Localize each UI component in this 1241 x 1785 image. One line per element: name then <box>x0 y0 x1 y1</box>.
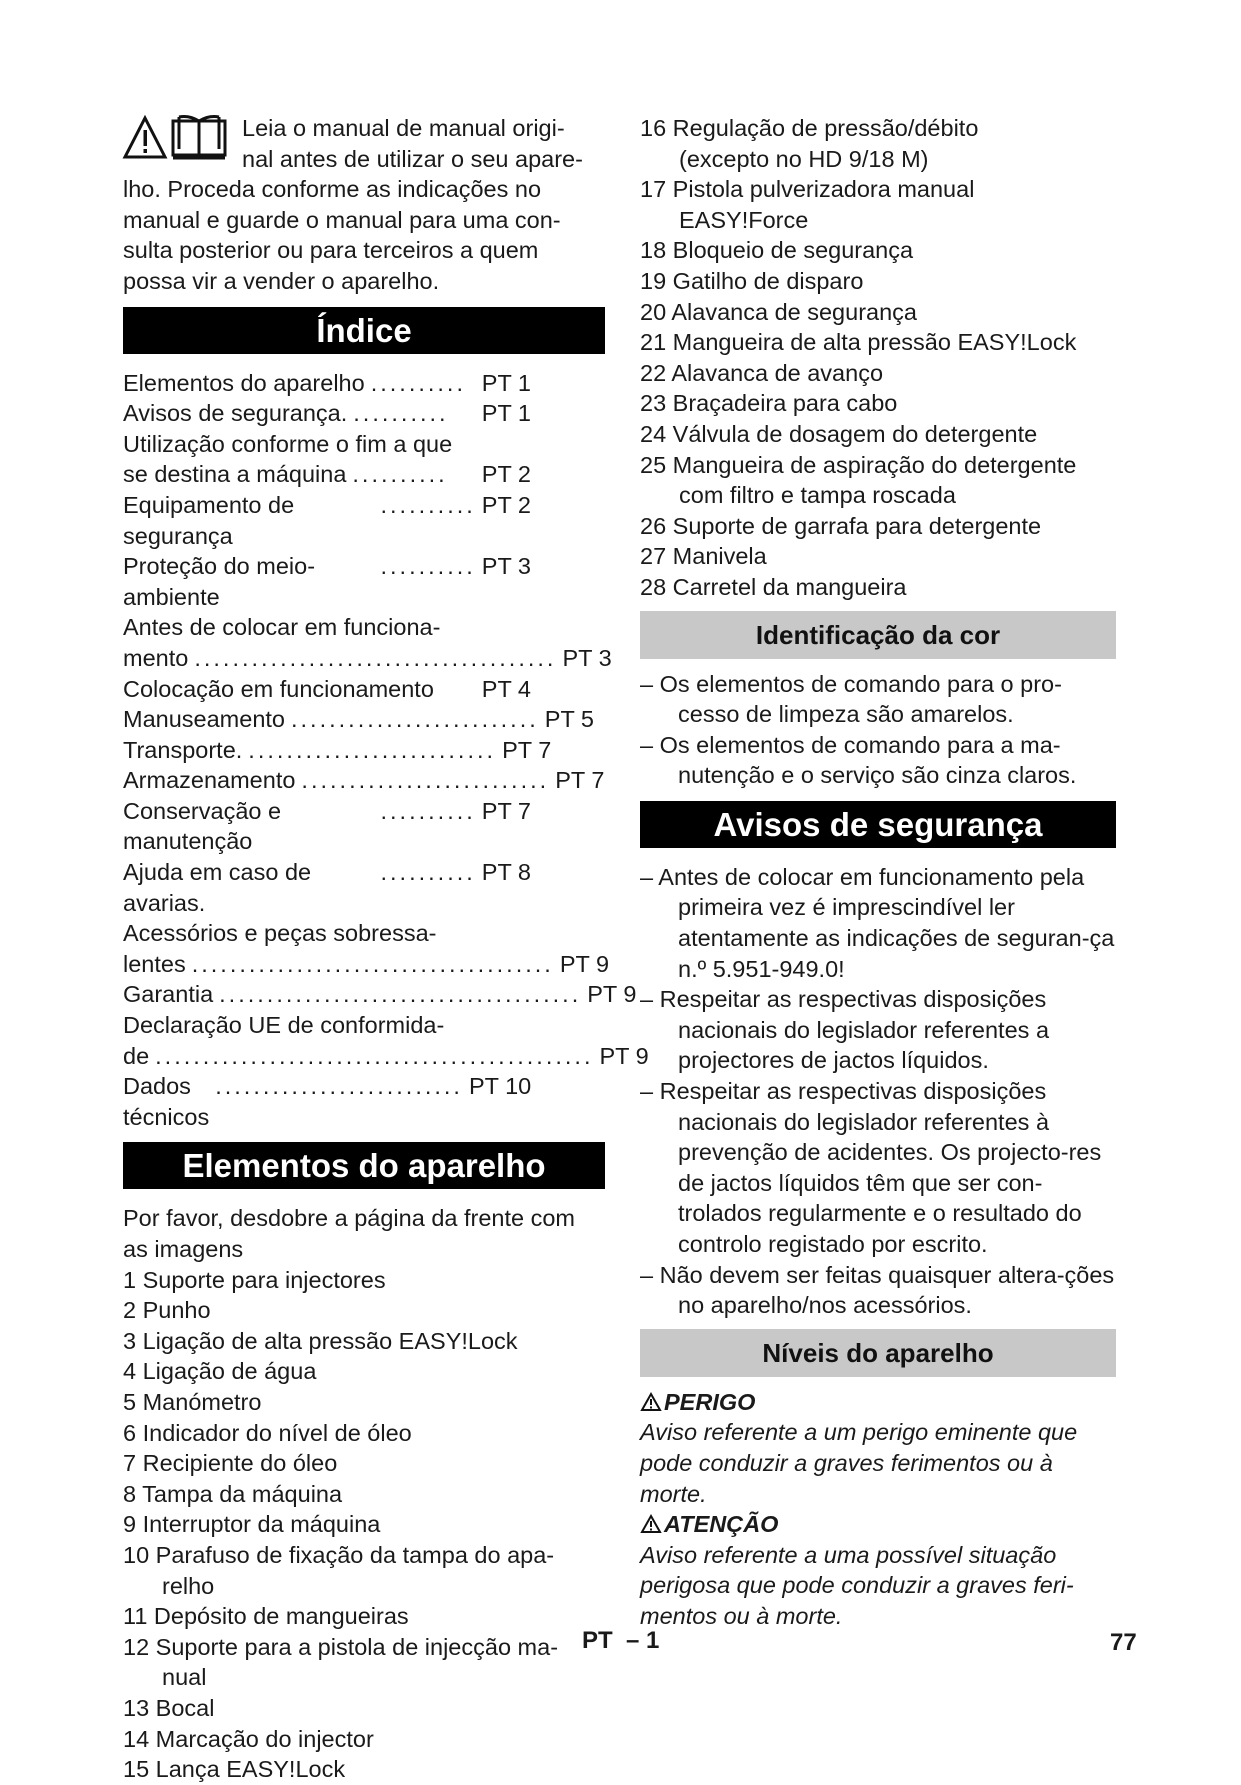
toc-item[interactable]: lentes ...................................... PT 9 <box>123 950 610 977</box>
toc-item[interactable]: de .............................................. PT 9 <box>123 1042 649 1069</box>
list-item: 4 Ligação de água <box>123 1358 317 1385</box>
table-of-contents <box>123 368 649 1133</box>
cor-heading: Identificação da cor <box>640 611 1116 659</box>
open-book-icon <box>173 117 225 159</box>
warning-triangle-icon <box>640 1392 662 1412</box>
toc-item[interactable]: Ajuda em caso de avarias. .......... PT 8 <box>123 859 531 916</box>
atencao-text: Aviso referente a uma possível situação perigosa que pode conduzir a graves feri-mentos ou à morte. <box>640 1541 1074 1629</box>
toc-item-line1: Utilização conforme o fim a que <box>123 430 453 457</box>
list-item: 14 Marcação do injector <box>123 1725 374 1752</box>
elementos-heading: Elementos do aparelho <box>123 1142 605 1189</box>
right-column <box>640 113 1116 1632</box>
list-item: – Não devem ser feitas quaisquer altera-ções no aparelho/nos acessórios. <box>640 1261 1115 1319</box>
toc-item[interactable]: Proteção do meio-ambiente .......... PT 3 <box>123 553 531 610</box>
toc-item[interactable]: se destina a máquina .......... PT 2 <box>123 461 531 488</box>
list-item: 26 Suporte de garrafa para detergente <box>640 512 1042 539</box>
warning-and-manual-icon <box>123 115 235 161</box>
list-item: 16 Regulação de pressão/débito (excepto no HD 9/18 M) <box>640 115 979 172</box>
list-item: 7 Recipiente do óleo <box>123 1450 338 1477</box>
toc-item[interactable]: Dados técnicos .......................... PT 10 <box>123 1073 532 1130</box>
list-item: 1 Suporte para injectores <box>123 1266 386 1293</box>
toc-item[interactable]: Garantia ...................................... PT 9 <box>123 981 637 1008</box>
warning-triangle-icon <box>640 1514 662 1534</box>
niveis-heading: Níveis do aparelho <box>640 1329 1116 1377</box>
list-item: 13 Bocal <box>123 1694 215 1721</box>
toc-item[interactable]: Elementos do aparelho .......... PT 1 <box>123 369 531 396</box>
perigo-title: PERIGO <box>640 1387 1116 1418</box>
list-item: 21 Mangueira de alta pressão EASY!Lock <box>640 329 1077 356</box>
perigo-text: Aviso referente a um perigo eminente que pode conduzir a graves ferimentos ou à morte. <box>640 1419 1078 1507</box>
elementos-intro: Por favor, desdobre a página da frente com as imagens <box>123 1205 576 1262</box>
page-number: 77 <box>1110 1629 1137 1656</box>
elementos-list <box>123 1265 605 1785</box>
list-item: 8 Tampa da máquina <box>123 1480 343 1507</box>
list-item: 18 Bloqueio de segurança <box>640 237 914 264</box>
list-item: 2 Punho <box>123 1297 211 1324</box>
atencao-title: ATENÇÃO <box>640 1509 1116 1540</box>
elementos-list-continued <box>640 113 1116 603</box>
toc-item[interactable]: Conservação e manutenção .......... PT 7 <box>123 797 531 855</box>
list-item: 12 Suporte para a pistola de injecção ma-nual <box>123 1633 559 1691</box>
list-item: 15 Lança EASY!Lock <box>123 1756 346 1783</box>
list-item: 17 Pistola pulverizadora manual EASY!Force <box>640 176 975 233</box>
list-item: – Respeitar as respectivas disposições nacionais do legislador referentes à prevenção de acidentes. Os projecto-res de jactos líquidos têm que ser con-trolados regularmente e o resultado do controlo registado por escrito. <box>640 1078 1102 1257</box>
page-footer-label: PT – 1 <box>582 1627 660 1654</box>
list-item: – Os elementos de comando para o pro-cesso de limpeza são amarelos. <box>640 670 1062 728</box>
list-item: 20 Alavanca de segurança <box>640 298 917 325</box>
toc-item[interactable]: Manuseamento .......................... PT 5 <box>123 706 594 733</box>
toc-item[interactable]: mento ...................................... PT 3 <box>123 644 612 671</box>
avisos-heading: Avisos de segurança <box>640 801 1116 848</box>
list-item: 27 Manivela <box>640 543 767 570</box>
left-column <box>123 113 649 1785</box>
toc-item[interactable]: Avisos de segurança. .......... PT 1 <box>123 400 531 427</box>
list-item: 11 Depósito de mangueiras <box>123 1603 409 1630</box>
toc-item[interactable]: Armazenamento .......................... PT 7 <box>123 767 605 794</box>
toc-item[interactable]: Equipamento de segurança .......... PT 2 <box>123 491 531 549</box>
list-item: – Antes de colocar em funcionamento pela primeira vez é imprescindível ler atentamente as indicações de seguran-ça n.º 5.951-949.0! <box>640 863 1115 982</box>
toc-item-line1: Acessórios e peças sobressa- <box>123 920 437 947</box>
list-item: 23 Braçadeira para cabo <box>640 390 898 417</box>
indice-heading: Índice <box>123 307 605 354</box>
cor-list <box>640 669 1116 791</box>
avisos-list <box>640 862 1116 1321</box>
list-item: – Os elementos de comando para a ma-nutenção e o serviço são cinza claros. <box>640 731 1077 789</box>
warning-triangle-icon <box>125 118 165 157</box>
list-item: 5 Manómetro <box>123 1388 262 1415</box>
list-item: 10 Parafuso de fixação da tampa do apa-relho <box>123 1541 555 1599</box>
list-item: 25 Mangueira de aspiração do detergente com filtro e tampa roscada <box>640 451 1077 509</box>
list-item: 9 Interruptor da máquina <box>123 1511 381 1538</box>
list-item: – Respeitar as respectivas disposições nacionais do legislador referentes a projectores de jactos líquidos. <box>640 986 1050 1074</box>
toc-item-line1: Antes de colocar em funciona- <box>123 614 441 641</box>
list-item: 6 Indicador do nível de óleo <box>123 1419 412 1446</box>
intro-paragraph: Leia o manual de manual origi- nal antes de utilizar o seu apare- lho. Proceda conforme as indicações no manual e guarde o manual para uma con-sulta posterior ou para terceiros a quem possa vir a vender o aparelho. <box>123 115 583 294</box>
list-item: 24 Válvula de dosagem do detergente <box>640 420 1038 447</box>
list-item: 19 Gatilho de disparo <box>640 267 864 294</box>
list-item: 3 Ligação de alta pressão EASY!Lock <box>123 1327 518 1354</box>
toc-item-line1: Declaração UE de conformida- <box>123 1012 445 1039</box>
list-item: 22 Alavanca de avanço <box>640 359 884 386</box>
toc-item[interactable]: Colocação em funcionamento PT 4 <box>123 675 531 702</box>
list-item: 28 Carretel da mangueira <box>640 573 907 600</box>
toc-item[interactable]: Transporte. .......................... PT 7 <box>123 736 552 763</box>
